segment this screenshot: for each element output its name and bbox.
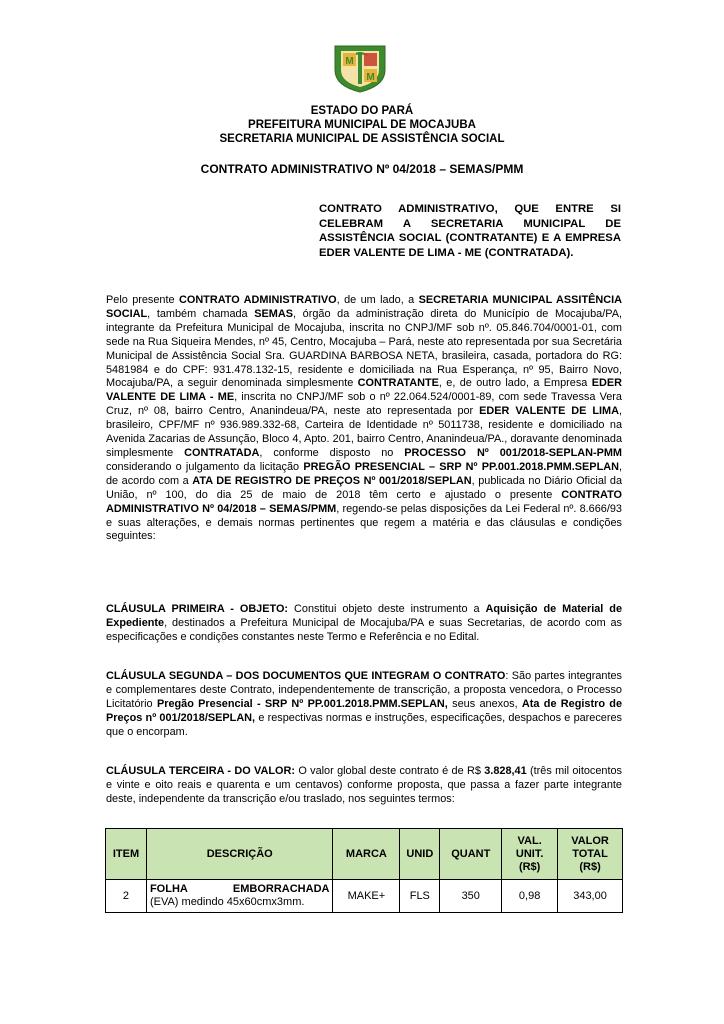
cell-description [146, 880, 333, 913]
header-secretariat: SECRETARIA MUNICIPAL DE ASSISTÊNCIA SOCIAL [219, 133, 505, 145]
column-header-unit-value: VAL. UNIT. (R$) [502, 829, 558, 880]
contract-title: CONTRATO ADMINISTRATIVO Nº 04/2018 – SEMAS/PMM [200, 162, 524, 176]
column-header-item: ITEM [106, 829, 147, 880]
header-prefecture: PREFEITURA MUNICIPAL DE MOCAJUBA [248, 119, 476, 131]
column-header-unit: UNID [400, 829, 440, 880]
cell-unit: FLS [400, 880, 440, 913]
clause-second-paragraph: CLÁUSULA SEGUNDA – DOS DOCUMENTOS QUE INTEGRAM O CONTRATO: São partes integrantes e complementares deste Contrato, independentemente de transcrição, a proposta vencedora, o Processo Licitatório Pregão Presencial - SRP Nº PP.001.2018.PMM.SEPLAN, seus anexos, Ata de Registro de Preços nº 001/2018/SEPLAN, e respectivas normas e instruções, especificações, despachos e pareceres que o encorpam. [106, 670, 623, 738]
clause-first-paragraph: CLÁUSULA PRIMEIRA - OBJETO: Constitui objeto deste instrumento a Aquisição de Material de Expediente, destinados a Prefeitura Municipal de Mocajuba/PA e suas Secretarias, de acordo com as especificações e condições constantes neste Termo e Referência e no Edital. [106, 603, 622, 643]
coat-of-arms-icon [327, 42, 393, 94]
column-header-total-value: VALOR TOTAL (R$) [558, 829, 623, 880]
cell-total-value: 343,00 [558, 880, 623, 913]
column-header-brand: MARCA [333, 829, 400, 880]
contract-summary: CONTRATO ADMINISTRATIVO, QUE ENTRE SI CELEBRAM A SECRETARIA MUNICIPAL DE ASSISTÊNCIA SOCIAL (CONTRATANTE) E A EMPRESA EDER VALENTE DE LIMA - ME (CONTRATADA). [319, 203, 621, 259]
column-header-quantity: QUANT [440, 829, 502, 880]
document-header [0, 104, 724, 146]
items-table [105, 828, 623, 913]
cell-brand: MAKE+ [333, 880, 400, 913]
column-header-description: DESCRIÇÃO [146, 829, 333, 880]
cell-unit-value: 0,98 [502, 880, 558, 913]
preamble-paragraph: Pelo presente CONTRATO ADMINISTRATIVO, de um lado, a SECRETARIA MUNICIPAL ASSITÊNCIA SOCIAL, também chamada SEMAS, órgão da administração direta do Município de Mocajuba/PA, integrante da Prefeitura Municipal de Mocajuba, inscrita no CNPJ/MF sob nº. 05.846.704/0001-01, com sede na Rua Siqueira Mendes, nº 45, Centro, Mocajuba – Pará, neste ato representada por sua Secretária Municipal de Assistência Social Sra. GUARDINA BARBOSA NETA, brasileira, casada, portadora do RG: 5481984 e do CPF: 931.478.132-15, residente e domiciliada na Rua Esperança, nº 95, Bairro Novo, Mocajuba/PA, a seguir denominada simplesmente CONTRATANTE, e, de outro lado, a Empresa EDER VALENTE DE LIMA - ME, inscrita no CNPJ/MF sob o nº 22.064.524/0001-89, com sede Travessa Vera Cruz, nº 08, bairro Centro, Ananindeua/PA, neste ato representada por EDER VALENTE DE LIMA, brasileiro, CPF/MF nº 936.989.332-68, Carteira de Identidade nº 5011738, residente e domiciliado na Avenida Zacarias de Assunção, Bloco 4, Apto. 201, bairro Centro, Ananindeua/PA., doravante denominada simplesmente CONTRATADA, conforme disposto no PROCESSO Nº 001/2018-SEPLAN-PMM considerando o julgamento da licitação PREGÃO PRESENCIAL – SRP Nº PP.001.2018.PMM.SEPLAN, de acordo com a ATA DE REGISTRO DE PREÇOS Nº 001/2018/SEPLAN, publicada no Diário Oficial da União, nº 100, do dia 25 de maio de 2018 têm certo e ajustado o presente CONTRATO ADMINISTRATIVO Nº 04/2018 – SEMAS/PMM, regendo-se pelas disposições da Lei Federal nº. 8.666/93 e suas alterações, e demais normas pertinentes que regem a matéria e das cláusulas e condições seguintes: [106, 294, 623, 543]
cell-quantity: 350 [440, 880, 502, 913]
description-name: FOLHA EMBORRACHADA [149, 883, 330, 895]
clause-third-paragraph: CLÁUSULA TERCEIRA - DO VALOR: O valor global deste contrato é de R$ 3.828,41 (três mil oitocentos e vinte e oito reais e quarenta e um centavos) conforme proposta, que passa a fazer parte integrante deste, independente da transcrição e/ou traslado, nos seguintes termos: [106, 765, 622, 805]
table-header-row [106, 829, 623, 880]
header-state: ESTADO DO PARÁ [310, 105, 414, 117]
cell-item: 2 [106, 880, 147, 913]
description-detail: (EVA) medindo 45x60cmx3mm. [149, 896, 305, 908]
logo-letter-right: M [366, 72, 375, 83]
table-row [106, 880, 623, 913]
logo-letter-left: M [345, 56, 354, 67]
